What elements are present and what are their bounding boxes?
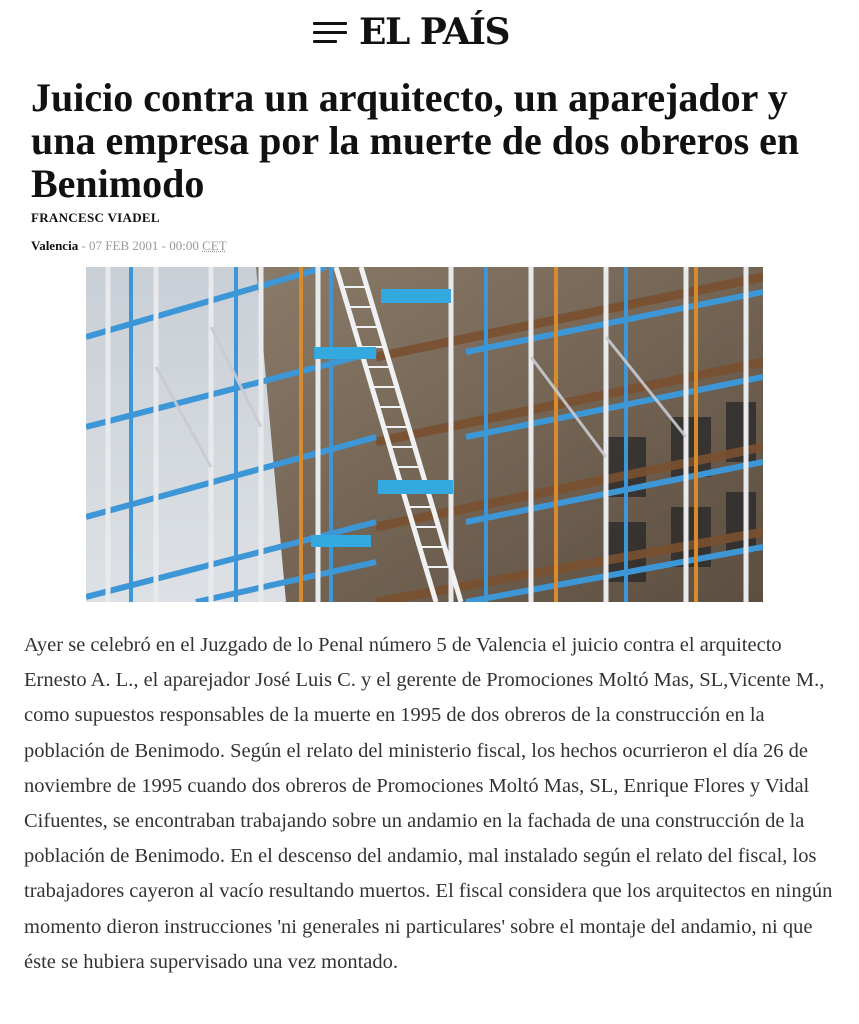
article-body: Ayer se celebró en el Juzgado de lo Penal número 5 de Valencia el juicio contra el arquitecto Ernesto A. L., el aparejador José Luis C. y el gerente de Promociones Moltó Mas, SL,Vicente M., como supuestos responsables de la muerte en 1995 de dos obreros de la construcción en la población de Benimodo. Según el relato del ministerio fiscal, los hechos ocurrieron el día 26 de noviembre de 1995 cuando dos obreros de Promociones Moltó Mas, SL, Enrique Flores y Vidal Cifuentes, se encontraban trabajando sobre un andamio en la fachada de una construcción de la población de Benimodo. En el descenso del andamio, mal instalado según el relato del fiscal, los trabajadores cayeron al vacío resultando muertos. El fiscal considera que los arquitectos en ningún momento dieron instrucciones 'ni generales ni particulares' sobre el montaje del andamio, ni que éste se hubiera supervisado una vez montado. bbox=[24, 634, 833, 973]
dateline-separator: - bbox=[78, 238, 90, 253]
publish-date: 07 FEB 2001 - 00:00 bbox=[89, 238, 199, 253]
article-photo bbox=[86, 267, 763, 602]
dateline bbox=[31, 238, 227, 254]
timezone-abbr: CET bbox=[202, 238, 227, 253]
hamburger-menu-icon[interactable] bbox=[313, 22, 347, 44]
author-byline[interactable]: FRANCESC VIADEL bbox=[31, 210, 160, 225]
article-headline: Juicio contra un arquitecto, un aparejador y una empresa por la muerte de dos obreros en Benimodo bbox=[31, 75, 800, 206]
menu-line bbox=[313, 31, 347, 34]
site-logo[interactable]: EL PAÍS bbox=[359, 11, 510, 53]
article-location: Valencia bbox=[31, 238, 79, 253]
menu-line bbox=[313, 22, 347, 25]
site-header bbox=[0, 0, 859, 62]
scaffolding-photo bbox=[86, 267, 763, 602]
menu-line bbox=[313, 40, 337, 43]
